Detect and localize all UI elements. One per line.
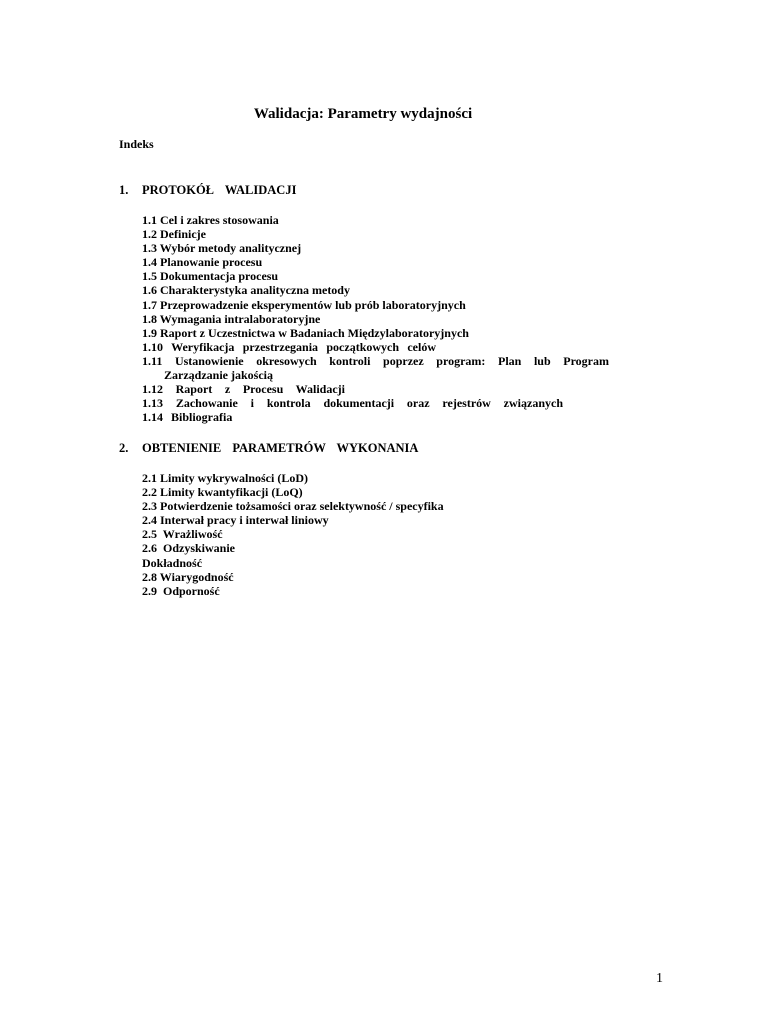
- section-title: PROTOKÓŁ WALIDACJI: [142, 183, 297, 197]
- section-number: 1.: [119, 183, 129, 197]
- list-item: 2.1 Limity wykrywalności (LoD): [142, 471, 308, 485]
- list-item: 2.6 Odzyskiwanie: [142, 541, 236, 556]
- page-number: 1: [656, 971, 663, 986]
- list-item: 1.4 Planowanie procesu: [142, 255, 263, 270]
- list-item: 1.3 Wybór metody analitycznej: [142, 241, 302, 256]
- list-item: 2.8 Wiarygodność: [142, 569, 234, 584]
- list-item: 1.1 Cel i zakres stosowania: [142, 213, 279, 227]
- list-item: 1.10 Weryfikacja przestrzegania początkowych celów: [142, 339, 436, 354]
- section-heading-protocol: [119, 183, 296, 198]
- list-item: 1.13 Zachowanie i kontrola dokumentacji oraz rejestrów związanych: [142, 396, 563, 411]
- section-number: 2.: [119, 441, 129, 455]
- list-item: 1.5 Dokumentacja procesu: [142, 269, 279, 284]
- document-title: Walidacja: Parametry wydajności: [253, 106, 473, 122]
- list-item: 2.3 Potwierdzenie tożsamości oraz selektywność / specyfika: [142, 499, 444, 514]
- section-2-list: [142, 471, 609, 598]
- list-item: 1.14 Bibliografia: [142, 410, 233, 425]
- list-item: 1.6 Charakterystyka analityczna metody: [142, 283, 350, 298]
- list-item: 1.11 Ustanowienie okresowych kontroli poprzez program: Plan lub Program: [142, 353, 609, 368]
- list-item-continuation: Zarządzanie jakością: [164, 368, 273, 383]
- section-1-list: [142, 213, 609, 424]
- section-title: OBTENIENIE PARAMETRÓW WYKONANIA: [142, 441, 419, 455]
- list-item: 1.8 Wymagania intralaboratoryjne: [142, 311, 321, 326]
- section-heading-parameters: [119, 441, 418, 456]
- list-item: 2.5 Wrażliwość: [142, 527, 223, 542]
- list-item: 2.4 Interwał pracy i interwał liniowy: [142, 513, 329, 528]
- list-item: 1.2 Definicje: [142, 227, 206, 242]
- list-item: 2.9 Odporność: [142, 583, 220, 598]
- list-item: 1.7 Przeprowadzenie eksperymentów lub prób laboratoryjnych: [142, 297, 466, 312]
- list-item: Dokładność: [142, 555, 203, 570]
- list-item: 1.12 Raport z Procesu Walidacji: [142, 382, 345, 397]
- list-item: 1.9 Raport z Uczestnictwa w Badaniach Międzylaboratoryjnych: [142, 325, 469, 340]
- list-item: 2.2 Limity kwantyfikacji (LoQ): [142, 485, 303, 500]
- index-label: Indeks: [119, 137, 154, 151]
